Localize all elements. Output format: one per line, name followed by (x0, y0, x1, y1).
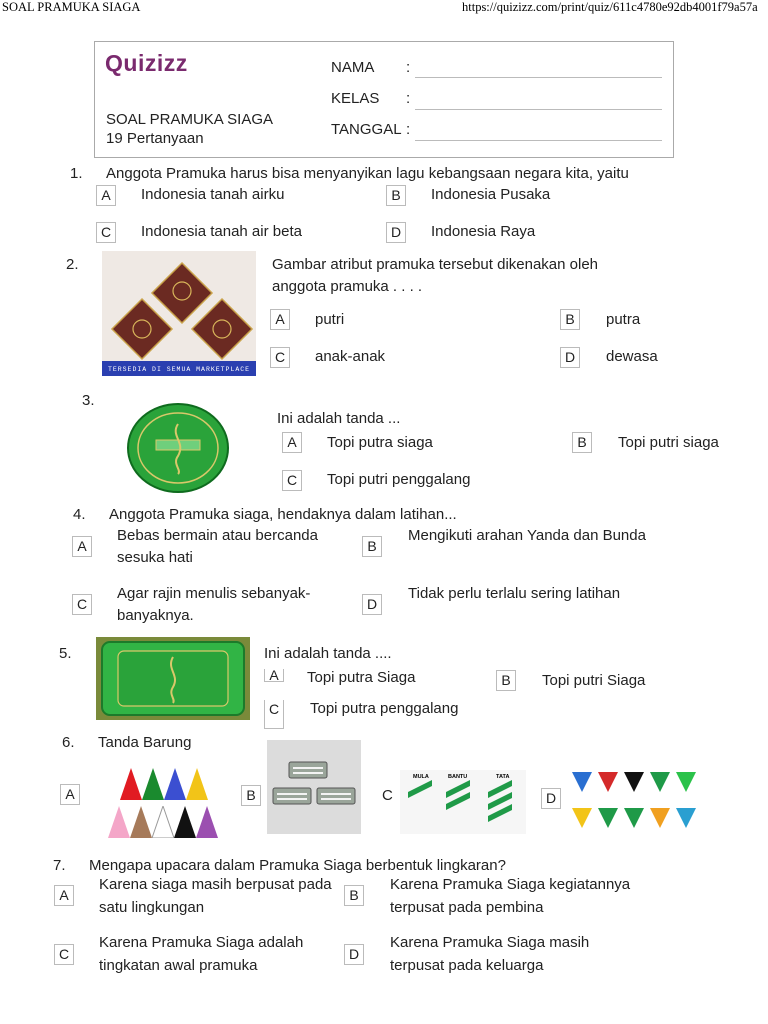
q1-option-d-text: Indonesia Raya (431, 223, 536, 240)
q1-option-b-text: Indonesia Pusaka (431, 186, 551, 203)
flag-black-icon (174, 806, 196, 838)
q3-number: 3. (82, 392, 95, 409)
q7-option-b-line2: terpusat pada pembina (390, 899, 544, 916)
q6-c-label-tata: TATA (496, 774, 510, 780)
q2-option-a-text: putri (315, 311, 345, 328)
q6-option-a-flags (108, 766, 220, 840)
field-kelas-label: KELAS (331, 90, 380, 107)
q4-option-b-box[interactable]: B (362, 536, 382, 557)
q2-number: 2. (66, 256, 79, 273)
q1-option-b-box[interactable]: B (386, 185, 406, 206)
q5-option-c-text: Topi putra penggalang (310, 700, 459, 717)
quiz-title: SOAL PRAMUKA SIAGA (106, 111, 273, 128)
q4-option-d-box[interactable]: D (362, 594, 382, 615)
q3-option-c-box[interactable]: C (282, 470, 302, 491)
q6-c-label-mula: MULA (413, 774, 429, 780)
q2-option-d-box[interactable]: D (560, 347, 580, 368)
page-title: SOAL PRAMUKA SIAGA (2, 0, 141, 14)
q4-option-d-line1: Tidak perlu terlalu sering latihan (408, 585, 621, 602)
q2-option-b-text: putra (606, 311, 641, 328)
q2-option-c-text: anak-anak (315, 348, 386, 365)
q5-badge-image (96, 637, 250, 720)
field-nama-sep: : (406, 59, 411, 76)
q6-c-label-bantu: BANTU (448, 774, 468, 780)
green-stripes-illustration (400, 770, 526, 834)
green-patch-illustration (96, 637, 250, 720)
q4-option-c-line2: banyaknya. (117, 607, 194, 624)
q7-option-a-box[interactable]: A (54, 885, 74, 906)
q4-number: 4. (73, 506, 86, 523)
q5-option-a-box[interactable]: A (264, 669, 284, 682)
q6-option-c-label[interactable]: C (382, 787, 393, 804)
q4-option-a-box[interactable]: A (72, 536, 92, 557)
pennant-icons-illustration (568, 768, 702, 842)
diamond-badges-illustration (102, 251, 256, 376)
q4-text: Anggota Pramuka siaga, hendaknya dalam latihan... (109, 506, 457, 523)
q2-badge-image (102, 251, 256, 376)
q6-number: 6. (62, 734, 75, 751)
q2-option-d-text: dewasa (606, 348, 658, 365)
q7-option-d-line2: terpusat pada keluarga (390, 957, 544, 974)
q1-option-c-box[interactable]: C (96, 222, 116, 243)
q1-option-a-box[interactable]: A (96, 185, 116, 206)
field-nama-label: NAMA (331, 59, 375, 76)
flag-pink-icon (108, 806, 130, 838)
q4-option-c-box[interactable]: C (72, 594, 92, 615)
field-kelas-sep: : (406, 90, 411, 107)
q7-number: 7. (53, 857, 66, 874)
kelas-input-line[interactable] (415, 109, 662, 110)
quizizz-logo: Quizizz (105, 50, 188, 76)
q4-option-c-line1: Agar rajin menulis sebanyak- (117, 585, 311, 602)
page-url: https://quizizz.com/print/quiz/611c4780e92db4001f79a57a (462, 0, 758, 14)
q5-option-a-text: Topi putra Siaga (307, 669, 416, 686)
flag-green-icon (142, 768, 164, 800)
q7-option-a-line1: Karena siaga masih berpusat pada (99, 876, 332, 893)
q6-option-d-image (568, 768, 702, 842)
q7-option-d-line1: Karena Pramuka Siaga masih (390, 934, 590, 951)
q6-option-b-image (267, 740, 361, 834)
q3-option-a-box[interactable]: A (282, 432, 302, 453)
q1-number: 1. (70, 165, 83, 182)
q7-option-b-line1: Karena Pramuka Siaga kegiatannya (390, 876, 631, 893)
q3-text: Ini adalah tanda ... (277, 410, 401, 427)
q7-option-b-box[interactable]: B (344, 885, 364, 906)
q4-option-b-line1: Mengikuti arahan Yanda dan Bunda (408, 527, 646, 544)
q3-option-a-text: Topi putra siaga (327, 434, 433, 451)
q2-image-caption: TERSEDIA DI SEMUA MARKETPLACE (107, 366, 251, 373)
q5-text: Ini adalah tanda .... (264, 645, 392, 662)
q3-option-b-text: Topi putri siaga (618, 434, 719, 451)
flag-white-icon (152, 806, 174, 840)
q5-option-b-box[interactable]: B (496, 670, 516, 691)
question-count: 19 Pertanyaan (106, 130, 204, 147)
q6-option-d-box[interactable]: D (541, 788, 561, 809)
q4-option-a-line2: sesuka hati (117, 549, 193, 566)
q6-text: Tanda Barung (98, 734, 192, 751)
tanggal-input-line[interactable] (415, 140, 662, 141)
round-badge-illustration (126, 402, 230, 494)
q2-option-a-box[interactable]: A (270, 309, 290, 330)
flag-blue-icon (164, 768, 186, 800)
nama-input-line[interactable] (415, 77, 662, 78)
flag-brown-icon (130, 806, 152, 838)
q3-option-c-text: Topi putri penggalang (327, 471, 471, 488)
q7-option-a-line2: satu lingkungan (99, 899, 205, 916)
quiz-header-card (94, 41, 674, 158)
q7-option-d-box[interactable]: D (344, 944, 364, 965)
field-tanggal-label: TANGGAL (331, 121, 402, 138)
q2-option-b-box[interactable]: B (560, 309, 580, 330)
q7-text: Mengapa upacara dalam Pramuka Siaga berbentuk lingkaran? (89, 857, 506, 874)
flag-yellow-icon (186, 768, 208, 800)
q1-option-a-text: Indonesia tanah airku (141, 186, 285, 203)
q4-option-a-line1: Bebas bermain atau bercanda (117, 527, 318, 544)
q1-text: Anggota Pramuka harus bisa menyanyikan lagu kebangsaan negara kita, yaitu (106, 165, 629, 182)
q3-green-badge-image (126, 402, 230, 494)
q6-option-a-box[interactable]: A (60, 784, 80, 805)
q2-text-line1: Gambar atribut pramuka tersebut dikenakan oleh (272, 256, 599, 273)
q6-option-b-box[interactable]: B (241, 785, 261, 806)
q1-option-c-text: Indonesia tanah air beta (141, 223, 302, 240)
q5-option-b-text: Topi putri Siaga (542, 672, 646, 689)
q5-option-c-box[interactable]: C (264, 700, 284, 729)
q3-option-b-box[interactable]: B (572, 432, 592, 453)
q7-option-c-box[interactable]: C (54, 944, 74, 965)
q6-option-c-image (400, 770, 526, 834)
stripe-badges-illustration (267, 740, 361, 834)
q1-option-d-box[interactable]: D (386, 222, 406, 243)
flag-red-icon (120, 768, 142, 800)
q7-option-c-line2: tingkatan awal pramuka (99, 957, 258, 974)
flag-purple-icon (196, 806, 218, 838)
q2-text-line2: anggota pramuka . . . . (272, 278, 423, 295)
q5-number: 5. (59, 645, 72, 662)
field-tanggal-sep: : (406, 121, 411, 138)
q2-option-c-box[interactable]: C (270, 347, 290, 368)
q7-option-c-line1: Karena Pramuka Siaga adalah (99, 934, 304, 951)
